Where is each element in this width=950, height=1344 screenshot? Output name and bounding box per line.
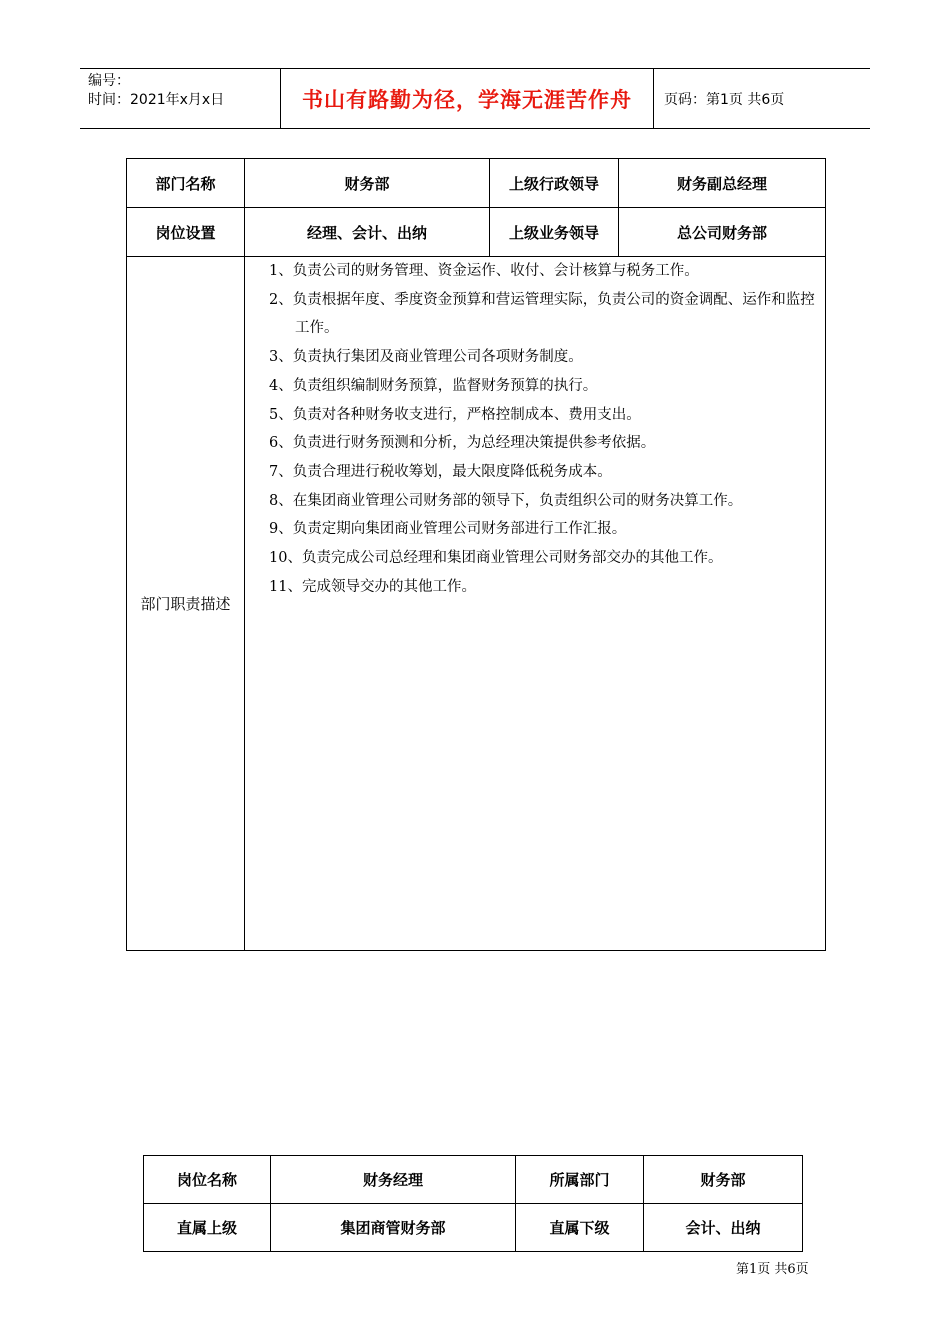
dept-name-label: 部门名称 — [127, 159, 245, 208]
list-item: 7、负责合理进行税收筹划，最大限度降低税务成本。 — [269, 463, 612, 480]
page-footer: 第1页 共6页 — [736, 1262, 809, 1277]
header-page-number: 页码：第1页 共6页 — [664, 91, 785, 108]
direct-superior-value: 集团商管财务部 — [271, 1204, 516, 1252]
table-row — [144, 1156, 803, 1204]
list-item: 1、负责公司的财务管理、资金运作、收付、会计核算与税务工作。 — [269, 263, 699, 279]
duties-list — [269, 257, 817, 601]
header-meta — [80, 69, 281, 128]
job-title-value: 财务经理 — [271, 1156, 516, 1204]
list-item: 3、负责执行集团及商业管理公司各项财务制度。 — [269, 349, 583, 366]
list-item: 9、负责定期向集团商业管理公司财务部进行工作汇报。 — [269, 521, 627, 538]
positions-label: 岗位设置 — [127, 208, 245, 257]
page-header — [80, 68, 870, 129]
table-row — [127, 159, 826, 208]
admin-leader-value: 财务副总经理 — [619, 159, 826, 208]
direct-subordinate-label: 直属下级 — [516, 1204, 644, 1252]
list-item: 4、负责组织编制财务预算，监督财务预算的执行。 — [269, 377, 598, 394]
list-item: 11、完成领导交办的其他工作。 — [269, 578, 476, 595]
dept-name-value: 财务部 — [245, 159, 490, 208]
job-position-table — [143, 1155, 803, 1252]
direct-superior-label: 直属上级 — [144, 1204, 271, 1252]
business-leader-label: 上级业务领导 — [490, 208, 619, 257]
list-item: 5、负责对各种财务收支进行，严格控制成本、费用支出。 — [269, 406, 641, 423]
business-leader-value: 总公司财务部 — [619, 208, 826, 257]
table-row — [127, 208, 826, 257]
admin-leader-label: 上级行政领导 — [490, 159, 619, 208]
duties-label: 部门职责描述 — [127, 257, 245, 951]
list-item: 8、在集团商业管理公司财务部的领导下，负责组织公司的财务决算工作。 — [269, 492, 743, 509]
duties-content — [245, 257, 826, 951]
header-motto: 书山有路勤为径，学海无涯苦作舟 — [281, 69, 654, 128]
list-item: 10、负责完成公司总经理和集团商业管理公司财务部交办的其他工作。 — [269, 550, 723, 567]
document-number: 编号： — [88, 73, 130, 89]
table-row — [127, 257, 826, 951]
table-row — [144, 1204, 803, 1252]
positions-value: 经理、会计、出纳 — [245, 208, 490, 257]
document-time: 时间：2021年x月x日 — [88, 92, 225, 108]
list-item: 2、负责根据年度、季度资金预算和营运管理实际，负责公司的资金调配、运作和监控工作。 — [269, 291, 815, 337]
department-value: 财务部 — [644, 1156, 803, 1204]
job-title-label: 岗位名称 — [144, 1156, 271, 1204]
department-label: 所属部门 — [516, 1156, 644, 1204]
list-item: 6、负责进行财务预测和分析，为总经理决策提供参考依据。 — [269, 435, 656, 452]
direct-subordinate-value: 会计、出纳 — [644, 1204, 803, 1252]
department-table — [126, 158, 826, 951]
